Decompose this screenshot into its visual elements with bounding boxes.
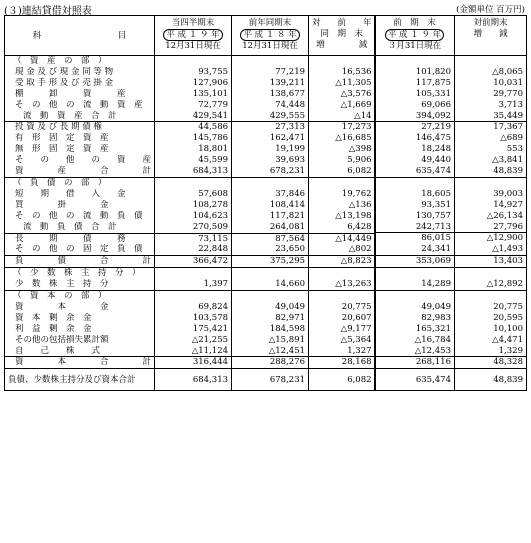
yoy-change-value: △8,823 [309, 256, 376, 268]
table-row [5, 291, 376, 302]
table-row [5, 302, 376, 313]
prior-year-value: 14,660 [232, 279, 309, 290]
table-row [375, 200, 527, 211]
table-row [5, 335, 376, 346]
row-label: 資 産 合 計 [5, 166, 155, 177]
fy-change-value: △8,065 [455, 67, 527, 78]
current-value: 104,623 [155, 211, 232, 222]
fy-change-value: 29,770 [455, 89, 527, 100]
current-value: 175,421 [155, 324, 232, 335]
fy-change-value [455, 290, 527, 301]
table-row [5, 177, 376, 188]
table-row [375, 335, 527, 346]
table-row [5, 144, 376, 155]
current-value: 108,278 [155, 200, 232, 211]
prior-fy-value: 394,092 [375, 111, 455, 122]
prior-fy-value: 14,289 [375, 279, 455, 290]
fy-change-value: 14,927 [455, 200, 527, 211]
row-label: 負債、少数株主持分及び資本合計 [8, 374, 136, 385]
table-row [375, 177, 527, 188]
current-value: 145,786 [155, 133, 232, 144]
row-label: （ 少 数 株 主 持 分 ） [13, 268, 141, 279]
fy-change-value: 10,031 [455, 78, 527, 89]
table-row [5, 357, 376, 369]
prior-fy-value: 117,875 [415, 77, 451, 88]
prior-year-value: 82,971 [232, 313, 309, 324]
current-value: 366,472 [155, 256, 232, 268]
current-value: 69,824 [155, 302, 232, 313]
prior-year-value: 108,414 [232, 200, 309, 211]
prior-year-value: 39,693 [232, 155, 309, 166]
prior-fy-value: 93,351 [421, 199, 451, 210]
table-row [5, 324, 376, 335]
current-value: 684,313 [155, 166, 232, 177]
yoy-change-value: △802 [309, 244, 376, 255]
table-row [5, 155, 376, 166]
yoy-change-value: 6,428 [309, 222, 376, 233]
prior-year-value [232, 177, 309, 188]
row-label: そ の 他 の 固 定 負 債 [5, 244, 155, 255]
table-row [5, 89, 376, 100]
yoy-change-value: △13,263 [309, 279, 376, 290]
current-value: 45,599 [155, 155, 232, 166]
current-value [155, 268, 232, 279]
table-row [375, 357, 527, 369]
fy-change-value: △4,471 [455, 335, 527, 346]
row-label: 資 本 合 計 [5, 357, 155, 369]
prior-fy-value: 27,219 [421, 122, 451, 133]
yoy-change-value: 6,082 [309, 166, 376, 177]
row-label: 負 債 合 計 [5, 256, 155, 268]
prior-year-value: 429,555 [232, 111, 309, 122]
table-row [5, 133, 376, 144]
yoy-change-value: △16,685 [309, 133, 376, 144]
current-value: 316,444 [155, 357, 232, 369]
prior-fy-value: 18,248 [421, 144, 451, 155]
row-label: そ の 他 の 流 動 資 産 [15, 99, 143, 110]
table-row [375, 268, 527, 279]
current-value: 57,608 [155, 189, 232, 200]
yoy-change-value: △5,364 [309, 335, 376, 346]
table-row [375, 100, 527, 111]
table-row [5, 166, 376, 177]
yoy-change-value: 5,906 [309, 155, 376, 166]
row-label: 短 期 借 入 金 [15, 188, 126, 199]
current-value: 73,115 [155, 233, 232, 244]
prior-year-value: 138,677 [232, 89, 309, 100]
current-value: 429,541 [155, 111, 232, 122]
yoy-change-value: △14,449 [309, 233, 376, 244]
header-current: 当四半期末 平 成 １ ９ 年 12月31日現在 [155, 16, 232, 56]
fy-change-value: 13,403 [455, 256, 527, 268]
table-row [375, 111, 527, 122]
unit-note: (金額単位 百万円) [456, 5, 525, 15]
yoy-change-value [309, 291, 376, 302]
prior-fy-value: 49,440 [421, 155, 451, 166]
current-value: 103,578 [155, 313, 232, 324]
current-value: 18,801 [155, 144, 232, 155]
fy-change-value: △26,134 [455, 211, 527, 222]
prior-fy-value [375, 268, 455, 279]
yoy-change-value: 20,775 [309, 302, 376, 313]
table-row [5, 313, 376, 324]
row-label: （ 資 産 の 部 ） [13, 56, 107, 66]
row-label: （ 負 債 の 部 ） [13, 177, 107, 188]
yoy-change-value: △14 [309, 111, 376, 122]
yoy-change-value: 20,607 [309, 313, 376, 324]
yoy-change-value [309, 268, 376, 279]
table-row [375, 279, 527, 290]
current-value [155, 177, 232, 188]
prior-year-value: 49,049 [232, 302, 309, 313]
header-prior-year: 前年同期末 平 成 １ ８ 年 12月31日現在 [232, 16, 309, 56]
table-row [375, 290, 527, 301]
current-value: 93,755 [155, 67, 232, 78]
fy-change-value [455, 56, 527, 67]
yoy-change-value: △9,177 [309, 324, 376, 335]
prior-fy-value: 49,049 [421, 301, 451, 312]
prior-fy-value: 268,116 [375, 357, 455, 369]
prior-fy-value: △16,784 [414, 334, 451, 345]
fy-change-value: 39,003 [455, 189, 527, 200]
prior-year-value: 162,471 [232, 133, 309, 144]
current-value: △21,255 [155, 335, 232, 346]
header-prior-fy: 前 期 末 平 成 １ ９ 年 ３月31日現在 [375, 16, 455, 56]
yoy-change-value [309, 56, 376, 67]
table-row [5, 369, 376, 391]
table-row [5, 122, 376, 133]
prior-fy-value: 18,605 [421, 188, 451, 199]
prior-fy-value: 353,069 [375, 256, 455, 268]
prior-year-value: 87,564 [232, 233, 309, 244]
prior-fy-value: 86,015 [421, 233, 451, 244]
fy-change-value [455, 268, 527, 279]
current-value: 135,101 [155, 89, 232, 100]
yoy-change-value: 28,168 [309, 357, 376, 369]
table-row [5, 67, 376, 78]
current-value: 127,906 [155, 78, 232, 89]
balance-sheet-main-table [4, 15, 376, 391]
table-row [375, 302, 527, 313]
prior-year-value: 678,231 [232, 369, 309, 391]
table-row [375, 89, 527, 100]
fy-change-value: 35,449 [455, 111, 527, 122]
prior-year-value: 27,313 [232, 122, 309, 133]
prior-year-value: 288,276 [232, 357, 309, 369]
table-row [375, 189, 527, 200]
table-row [5, 268, 376, 279]
fy-change-value: △12,892 [455, 279, 527, 290]
prior-year-value: 139,211 [232, 78, 309, 89]
table-row [5, 256, 376, 268]
row-label: 利 益 剰 余 金 [15, 323, 92, 334]
table-row [5, 78, 376, 89]
prior-fy-value: 242,713 [375, 222, 455, 233]
table-row [5, 100, 376, 111]
prior-year-value: 77,219 [232, 67, 309, 78]
table-row [375, 369, 527, 391]
table-row [375, 144, 527, 155]
prior-year-value [232, 291, 309, 302]
current-value: 44,586 [155, 122, 232, 133]
prior-fy-value [375, 290, 455, 301]
current-value: 22,848 [155, 244, 232, 255]
yoy-change-value [309, 177, 376, 188]
yoy-change-value: 1,327 [309, 346, 376, 357]
row-label: 長 期 債 務 [15, 233, 126, 244]
table-row [5, 200, 376, 211]
fy-change-value: 17,367 [455, 122, 527, 133]
current-value: △11,124 [155, 346, 232, 357]
prior-fy-value: 105,331 [415, 88, 451, 99]
prior-year-value: 184,598 [232, 324, 309, 335]
table-row [375, 56, 527, 67]
table-row [5, 244, 376, 255]
table-row [375, 324, 527, 335]
row-label: 流 動 負 債 合 計 [5, 222, 155, 233]
row-label: 現 金 及 び 現 金 同 等 物 [15, 66, 114, 77]
current-value: 72,779 [155, 100, 232, 111]
yoy-change-value: 17,273 [309, 122, 376, 133]
row-label: 棚 卸 資 産 [15, 88, 126, 99]
row-label: 自 己 株 式 [5, 346, 155, 357]
fy-change-value: △12,900 [455, 233, 527, 244]
table-row [375, 67, 527, 78]
table-row [5, 211, 376, 222]
fy-change-value: 20,775 [455, 302, 527, 313]
fy-change-value: 3,713 [455, 100, 527, 111]
fy-change-value: △689 [455, 133, 527, 144]
yoy-change-value: 19,762 [309, 189, 376, 200]
fy-change-value: △3,841 [455, 155, 527, 166]
table-row [5, 111, 376, 122]
fy-change-value: △1,493 [455, 244, 527, 255]
row-label: そ の 他 の 資 産 [15, 155, 152, 166]
prior-year-value: 117,821 [232, 211, 309, 222]
yoy-change-value: 6,082 [309, 369, 376, 391]
fy-change-value: 48,328 [455, 357, 527, 369]
table-row [375, 244, 527, 255]
prior-fy-value: 635,474 [415, 374, 451, 385]
current-value [155, 56, 232, 67]
page-title: (３)連結貸借対照表 [4, 6, 92, 17]
row-label: そ の 他 の 流 動 負 債 [15, 210, 143, 221]
header-fy-change: 対前期末 増 減 [455, 16, 527, 56]
fy-change-value: 10,100 [455, 324, 527, 335]
fy-change-value: 553 [455, 144, 527, 155]
prior-fy-value: 165,321 [415, 323, 451, 334]
row-label: 受 取 手 形 及 び 売 掛 金 [15, 77, 114, 88]
prior-fy-value [375, 177, 455, 188]
current-value [155, 291, 232, 302]
row-label: 資 本 金 [15, 301, 109, 312]
prior-fy-value: 146,475 [415, 133, 451, 144]
row-label: 資 本 剰 余 金 [15, 312, 92, 323]
prior-fy-value: 69,066 [421, 99, 451, 110]
prior-fy-value: 24,341 [375, 244, 455, 255]
prior-fy-value: 635,474 [375, 166, 455, 177]
fy-change-value: 1,329 [455, 346, 527, 357]
current-value: 684,313 [155, 369, 232, 391]
table-row [375, 166, 527, 177]
prior-year-value: △15,891 [232, 335, 309, 346]
header-item: 科 目 [5, 16, 155, 56]
table-row [375, 346, 527, 357]
prior-fy-value: 130,757 [415, 210, 451, 221]
table-row [375, 133, 527, 144]
prior-year-value: 678,231 [232, 166, 309, 177]
yoy-change-value: △398 [309, 144, 376, 155]
prior-year-value: 23,650 [232, 244, 309, 255]
table-row [375, 313, 527, 324]
prior-year-value: 264,081 [232, 222, 309, 233]
table-row [5, 189, 376, 200]
yoy-change-value: △13,198 [309, 211, 376, 222]
table-row [375, 155, 527, 166]
fy-change-value [455, 177, 527, 188]
row-label: 流 動 資 産 合 計 [5, 111, 155, 122]
current-value: 1,397 [155, 279, 232, 290]
header-yoy-change: 対 前 年 同 期 末 増 減 [309, 16, 376, 56]
table-row [375, 78, 527, 89]
table-row [375, 211, 527, 222]
table-row [375, 256, 527, 268]
yoy-change-value: △11,305 [309, 78, 376, 89]
table-row [5, 279, 376, 290]
row-label: 買 掛 金 [15, 199, 109, 210]
yoy-change-value: △3,576 [309, 89, 376, 100]
prior-year-value: 37,846 [232, 189, 309, 200]
row-label: 少 数 株 主 持 分 [5, 279, 155, 290]
fy-change-value: 48,839 [455, 166, 527, 177]
table-row [375, 222, 527, 233]
row-label: 投 資 及 び 長 期 債 権 [15, 122, 102, 133]
table-row [5, 56, 376, 67]
prior-year-value: 375,295 [232, 256, 309, 268]
yoy-change-value: △1,669 [309, 100, 376, 111]
prior-fy-value: △12,453 [375, 346, 455, 357]
yoy-change-value: △136 [309, 200, 376, 211]
row-label: 無 形 固 定 資 産 [15, 144, 109, 155]
prior-year-value [232, 268, 309, 279]
fy-change-value: 48,839 [455, 369, 527, 391]
prior-fy-value: 82,983 [421, 312, 451, 323]
table-row [5, 222, 376, 233]
table-row [5, 233, 376, 244]
prior-year-value: △12,451 [232, 346, 309, 357]
current-value: 270,509 [155, 222, 232, 233]
prior-year-value [232, 56, 309, 67]
prior-fy-value [375, 56, 455, 67]
fy-change-value: 27,796 [455, 222, 527, 233]
table-row [375, 122, 527, 133]
table-row [375, 233, 527, 244]
prior-year-value: 74,448 [232, 100, 309, 111]
row-label: その他の包括損失累計額 [15, 334, 109, 345]
yoy-change-value: 16,536 [309, 67, 376, 78]
prior-fy-value: 101,820 [415, 66, 451, 77]
balance-sheet-prior-fy-table [374, 15, 527, 391]
row-label: 有 形 固 定 資 産 [15, 133, 109, 144]
prior-year-value: 19,199 [232, 144, 309, 155]
fy-change-value: 20,595 [455, 313, 527, 324]
table-row [5, 346, 376, 357]
row-label: （ 資 本 の 部 ） [13, 291, 107, 302]
